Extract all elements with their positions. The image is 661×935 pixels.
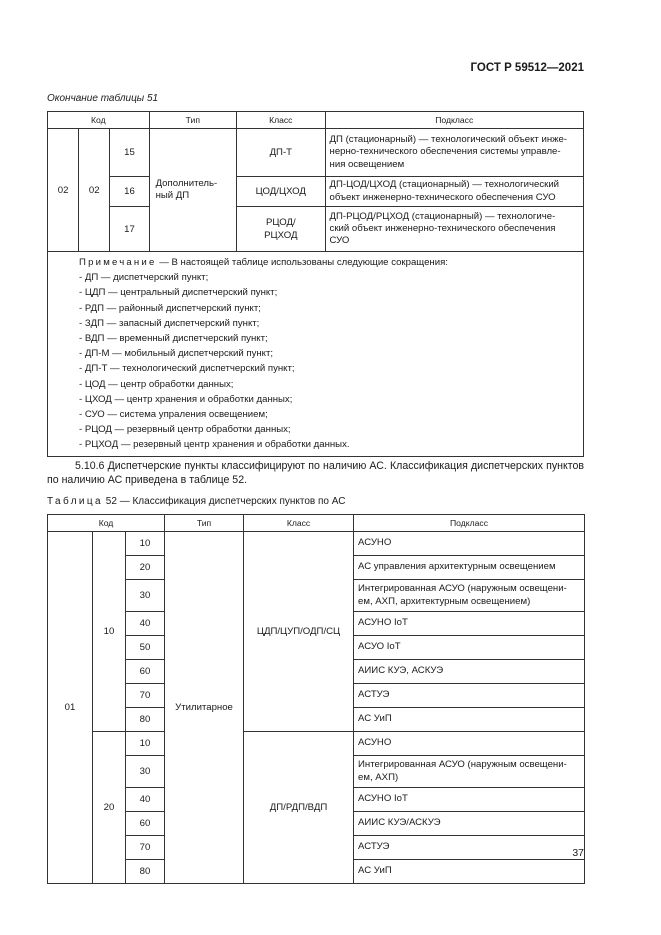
klass-cell: ЦОД/ЦХОД [237,177,325,207]
header-kod: Код [48,112,150,129]
kod3-cell: 70 [126,836,165,860]
kod3-cell: 80 [126,860,165,884]
note-item: - ЦХОД — центр хранения и обработки данных; [79,393,293,405]
table51-caption: Окончание таблицы 51 [47,93,159,104]
note-item: - ДП-Т — технологический диспетчерский пункт; [79,363,295,375]
kod3-cell: 10 [126,532,165,556]
podklass-cell: Интегрированная АСУО (наружным освещени- ем, АХП, архитектурным освещением) [354,580,585,612]
kod3-cell: 30 [126,580,165,612]
note-item: - РЦОД — резервный центр обработки данных; [79,424,291,436]
header-podklass: Подкласс [354,515,585,532]
note-intro: — В настоящей таблице использованы следующие сокращения: [156,257,448,268]
note-item: - ЦДП — центральный диспетчерский пункт; [79,287,278,299]
kod3-cell: 17 [110,207,149,252]
podklass-cell: АСУНО [354,532,585,556]
note-item: - ЦОД — центр обработки данных; [79,378,234,390]
kod2-cell: 20 [93,732,126,884]
header-klass: Класс [244,515,354,532]
kod2-cell: 10 [93,532,126,732]
podklass-cell: АИИС КУЭ, АСКУЭ [354,660,585,684]
note-label: Примечание [79,257,157,268]
podklass-cell: АСУНО IoT [354,788,585,812]
podklass-cell: АСУНО [354,732,585,756]
table51-note-row [48,252,584,457]
kod3-cell: 40 [126,612,165,636]
kod3-cell: 80 [126,708,165,732]
podklass-cell: АС УиП [354,860,585,884]
table-52 [47,514,585,884]
kod3-cell: 20 [126,556,165,580]
podklass-cell: ДП-ЦОД/ЦХОД (стационарный) — технологический объект инженерно-технического обеспечения СУО [325,177,583,207]
kod3-cell: 16 [110,177,149,207]
table-row [48,207,584,252]
table52-caption-text: 52 — Классификация диспетчерских пунктов по АС [103,496,346,507]
klass-cell: ЦДП/ЦУП/ОДП/СЦ [244,532,354,732]
podklass-cell: АС УиП [354,708,585,732]
table52-caption [47,496,345,507]
table-row [48,129,584,177]
klass-cell: ДП/РДП/ВДП [244,732,354,884]
kod3-cell: 30 [126,756,165,788]
table52-caption-label: Таблица [47,496,104,507]
podklass-cell: АС управления архитектурным освещением [354,556,585,580]
kod3-cell: 70 [126,684,165,708]
podklass-cell: АСТУЭ [354,836,585,860]
klass-cell: РЦОД/ РЦХОД [237,207,325,252]
paragraph-5-10-6: 5.10.6 Диспетчерские пункты классифицируют по наличию АС. Классификация диспетчерских пунктов по наличию АС приведена в таблице 52. [47,460,584,486]
page-number: 37 [572,847,584,859]
podklass-cell: Интегрированная АСУО (наружным освещени- ем, АХП) [354,756,585,788]
table-row [48,532,585,556]
kod3-cell: 15 [110,129,149,177]
note-item: - ДП — диспетчерский пункт; [79,272,209,284]
note-item: - ВДП — временный диспетчерский пункт; [79,333,268,345]
note-item: - ДП-М — мобильный диспетчерский пункт; [79,348,274,360]
header-tip: Тип [165,515,244,532]
header-klass: Класс [237,112,325,129]
table52-header-row [48,515,585,532]
tip-cell: Утилитарное [165,532,244,884]
kod1-cell: 02 [48,129,79,252]
document-code: ГОСТ Р 59512—2021 [470,62,584,74]
kod3-cell: 40 [126,788,165,812]
header-kod: Код [48,515,165,532]
kod3-cell: 50 [126,636,165,660]
note-item: - ЗДП — запасный диспетчерский пункт; [79,317,260,329]
tip-cell: Дополнитель- ный ДП [149,129,236,252]
table51-header-row [48,112,584,129]
kod2-cell: 02 [79,129,110,252]
table51-note [48,252,584,457]
note-heading [79,255,577,270]
podklass-cell: АСТУЭ [354,684,585,708]
kod1-cell: 01 [48,532,93,884]
table-row [48,732,585,756]
header-tip: Тип [149,112,236,129]
kod3-cell: 60 [126,660,165,684]
podklass-cell: АСУНО IoT [354,612,585,636]
table-51 [47,111,584,457]
podklass-cell: ДП-РЦОД/РЦХОД (стационарный) — технологиче- ский объект инженерно-технического обеспечения СУО [325,207,583,252]
note-item: - РЦХОД — резервный центр хранения и обработки данных. [79,439,350,451]
kod3-cell: 60 [126,812,165,836]
kod3-cell: 10 [126,732,165,756]
header-podklass: Подкласс [325,112,583,129]
podklass-cell: АИИС КУЭ/АСКУЭ [354,812,585,836]
table-row [48,177,584,207]
podklass-cell: АСУО IoT [354,636,585,660]
note-item: - РДП — районный диспетчерский пункт; [79,302,261,314]
klass-cell: ДП-Т [237,129,325,177]
note-item: - СУО — система упраления освещением; [79,409,268,421]
podklass-cell: ДП (стационарный) — технологический объект инже- нерно-технического обеспечения системы управле- ния освещением [325,129,583,177]
